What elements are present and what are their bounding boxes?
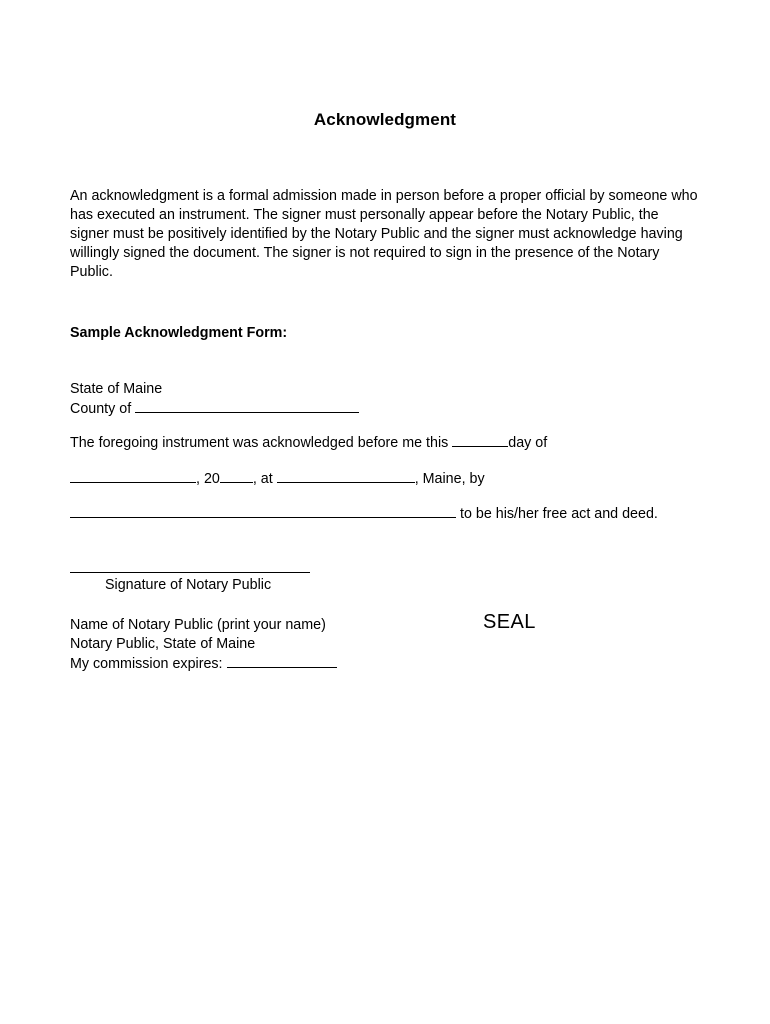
notary-identification-block (70, 616, 337, 674)
county-blank-field[interactable] (135, 399, 359, 413)
signer-name-blank-field[interactable] (70, 504, 456, 518)
form-body-line-2 (70, 469, 485, 489)
signature-caption: Signature of Notary Public (105, 577, 272, 593)
acknowledged-before-me-text: The foregoing instrument was acknowledged before me this (70, 434, 453, 451)
commission-expires-line (70, 654, 337, 674)
month-blank-field[interactable] (70, 469, 196, 483)
at-text: , at (252, 470, 277, 487)
commission-expires-blank-field[interactable] (227, 654, 337, 668)
page-title: Acknowledgment (313, 110, 457, 129)
intro-paragraph: An acknowledgment is a formal admission made in person before a proper official by someone who has executed an instrument. The signer must personally appear before the Notary Public, the signer must be positively identified by the Notary Public and the signer must acknowledge having willingly signed the document. The signer is not required to sign in the presence of the Notary Public. (70, 188, 698, 281)
notary-title-line: Notary Public, State of Maine (70, 636, 256, 652)
maine-by-text: , Maine, by (414, 470, 485, 487)
form-body-line-3 (70, 504, 658, 524)
town-blank-field[interactable] (277, 469, 415, 483)
form-body-line-1 (70, 433, 547, 453)
commission-expires-label: My commission expires: (70, 655, 227, 672)
state-line: State of Maine (70, 381, 163, 397)
day-blank-field[interactable] (452, 433, 508, 447)
year-prefix-text: , 20 (196, 470, 220, 487)
section-heading-sample-form: Sample Acknowledgment Form: (70, 325, 288, 341)
seal-label: SEAL (483, 611, 536, 633)
free-act-and-deed-text: to be his/her free act and deed. (456, 505, 658, 522)
signature-line[interactable] (70, 572, 310, 573)
county-label: County of (70, 400, 136, 417)
notary-name-line: Name of Notary Public (print your name) (70, 617, 326, 633)
day-of-text: day of (508, 434, 548, 451)
year-blank-field[interactable] (220, 469, 253, 483)
county-line (70, 399, 359, 419)
